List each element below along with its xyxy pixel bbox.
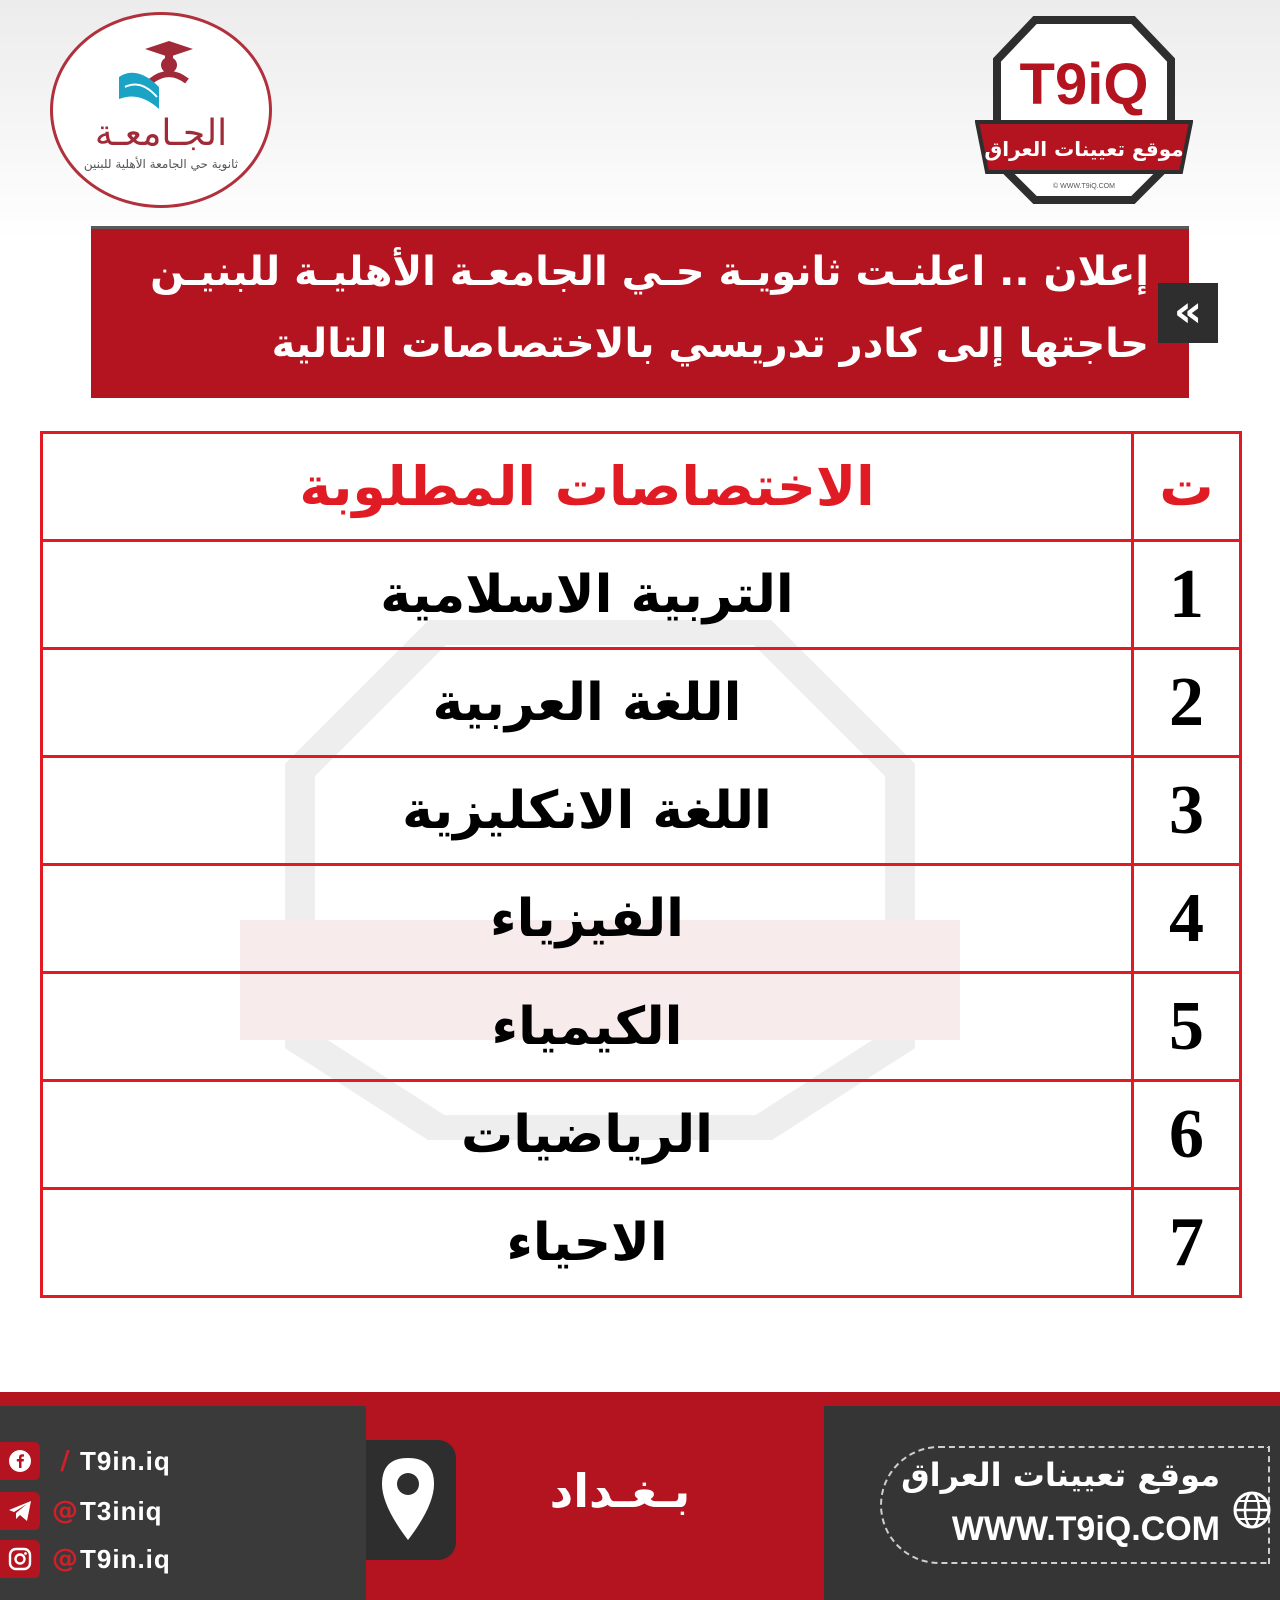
specializations-table (40, 431, 1242, 1298)
table-row (42, 649, 1241, 757)
row-number: 5 (1133, 973, 1241, 1081)
row-specialization: اللغة الانكليزية (42, 757, 1133, 865)
social-prefix: / (60, 1446, 70, 1476)
social-handle: T9in.iq (80, 1445, 171, 1476)
row-number: 7 (1133, 1189, 1241, 1297)
table-row (42, 1081, 1241, 1189)
banner-line-1: إعلان .. اعلنـت ثانويـة حـي الجامعـة الأهليـة للبنيـن (150, 249, 1149, 295)
double-chevron-icon: « (1158, 283, 1218, 343)
city-name: بـغـداد (549, 1464, 691, 1518)
row-specialization: اللغة العربية (42, 649, 1133, 757)
school-logo (50, 12, 272, 208)
graduation-book-icon (115, 37, 211, 113)
row-number: 3 (1133, 757, 1241, 865)
social-handle: T9in.iq (80, 1543, 171, 1574)
facebook-icon (0, 1442, 40, 1480)
social-instagram[interactable] (0, 1540, 230, 1578)
row-specialization: التربية الاسلامية (42, 541, 1133, 649)
table-row (42, 541, 1241, 649)
row-specialization: الكيمياء (42, 973, 1133, 1081)
table-row (42, 757, 1241, 865)
banner-line-2: حاجتها إلى كادر تدريسي بالاختصاصات التالية (271, 321, 1149, 367)
row-number: 4 (1133, 865, 1241, 973)
school-logo-name: الجـامعـة (94, 113, 228, 154)
table-header-row (42, 433, 1241, 541)
row-number: 2 (1133, 649, 1241, 757)
table-row (42, 1189, 1241, 1297)
header-specialization: الاختصاصات المطلوبة (42, 433, 1133, 541)
social-facebook[interactable] (0, 1442, 230, 1480)
announcement-banner (91, 226, 1189, 398)
social-handle: T3iniq (80, 1495, 163, 1526)
location-pin-icon (376, 1454, 440, 1546)
telegram-icon (0, 1492, 40, 1530)
social-prefix: @ (52, 1496, 78, 1526)
t9iq-brand-text: T9iQ (1019, 52, 1149, 117)
t9iq-ribbon-text: موقع تعيينات العراق (984, 137, 1184, 161)
social-prefix: @ (52, 1544, 78, 1574)
t9iq-logo (975, 12, 1193, 208)
table-row (42, 973, 1241, 1081)
row-number: 1 (1133, 541, 1241, 649)
globe-icon (1232, 1490, 1272, 1530)
table-row (42, 865, 1241, 973)
social-telegram[interactable] (0, 1492, 230, 1530)
row-specialization: الفيزياء (42, 865, 1133, 973)
location-pin-box (366, 1440, 456, 1560)
row-specialization: الاحياء (42, 1189, 1133, 1297)
t9iq-small-url: © WWW.T9iQ.COM (1053, 183, 1115, 190)
school-logo-subtitle: ثانوية حي الجامعة الأهلية للبنين (83, 157, 239, 171)
row-number: 6 (1133, 1081, 1241, 1189)
header-number: ت (1133, 433, 1241, 541)
site-name: موقع تعيينات العراق (901, 1456, 1220, 1494)
instagram-icon (0, 1540, 40, 1578)
row-specialization: الرياضيات (42, 1081, 1133, 1189)
site-url[interactable]: WWW.T9iQ.COM (951, 1510, 1220, 1548)
